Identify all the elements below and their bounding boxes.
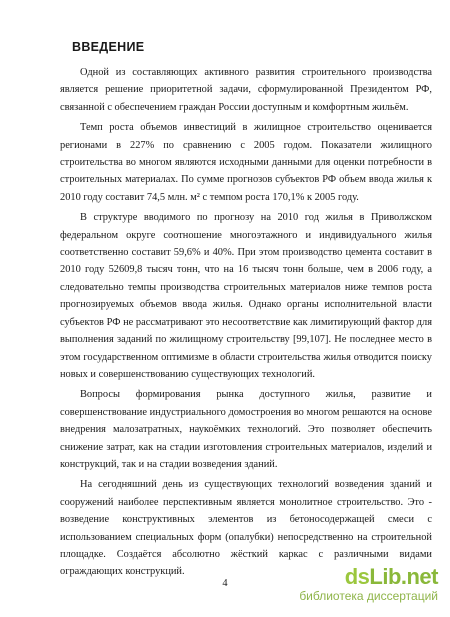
watermark-logo-rest: Lib.net <box>369 564 438 589</box>
watermark-logo <box>299 566 438 588</box>
page-number: 4 <box>222 578 228 589</box>
paragraph-3: В структуре вводимого по прогнозу на 2010 год жилья в Приволжском федеральном округе соотношение многоэтажного и индивидуального жилья соответственно составит 59,6% и 40%. При этом производство цемента составит в 2010 году 52609,8 тысяч тонн, что на 16 тысяч тонн больше, чем в 2006 году, а следовательно темпы производства строительных материалов ниже темпов роста прогнозируемых объемов ввода жилья. Однако органы исполнительной власти субъектов РФ не рассматривают это несоответствие как лимитирующий фактор для выполнения заданий по жилищному строительству [99,107]. Не последнее место в этом государственном оптимизме в области строительства жилья отводится поиску новых и совершенствованию существующих технологий. <box>60 212 432 380</box>
watermark-subtitle: библиотека диссертаций <box>299 589 438 603</box>
paragraph-4: Вопросы формирования рынка доступного жилья, развитие и совершенствование индустриального домостроения во многом решаются на основе внедрения малозатратных, наукоёмких технологий. Это позволяет обеспечить снижение затрат, как на стадии изготовления строительных материалов, изделий и конструкций, так и на стадии возведения зданий. <box>60 389 432 470</box>
paragraph-1: Одной из составляющих активного развития строительного производства является решение приоритетной задачи, сформулированной Президентом РФ, связанной с обеспечением граждан России доступным и комфортным жильём. <box>60 67 432 113</box>
paragraph-5: На сегодняшний день из существующих технологий возведения зданий и сооружений наиболее перспективным является монолитное строительство. Это - возведение конструктивных элементов из бетоносодержащей смеси с использованием специальных форм (опалубки) непосредственно на строительной площадке. Создаётся абсолютно жёсткий каркас с различными видами ограждающих конструкций. <box>60 479 432 578</box>
body-text <box>60 64 432 581</box>
paragraph-2: Темп роста объемов инвестиций в жилищное строительство оценивается регионами в 227% по сравнению с 2005 годом. Показатели жилищного строительства во многом являются исходными данными для оценки потребности в строительных материалах. По сумме прогнозов субъектов РФ объем ввода жилья к 2010 году составит 74,5 млн. м² с темпом роста 170,1% к 2005 году. <box>60 122 432 203</box>
section-heading: ВВЕДЕНИЕ <box>72 40 145 54</box>
watermark-logo-ds: ds <box>344 564 370 589</box>
dslib-watermark <box>299 566 438 603</box>
